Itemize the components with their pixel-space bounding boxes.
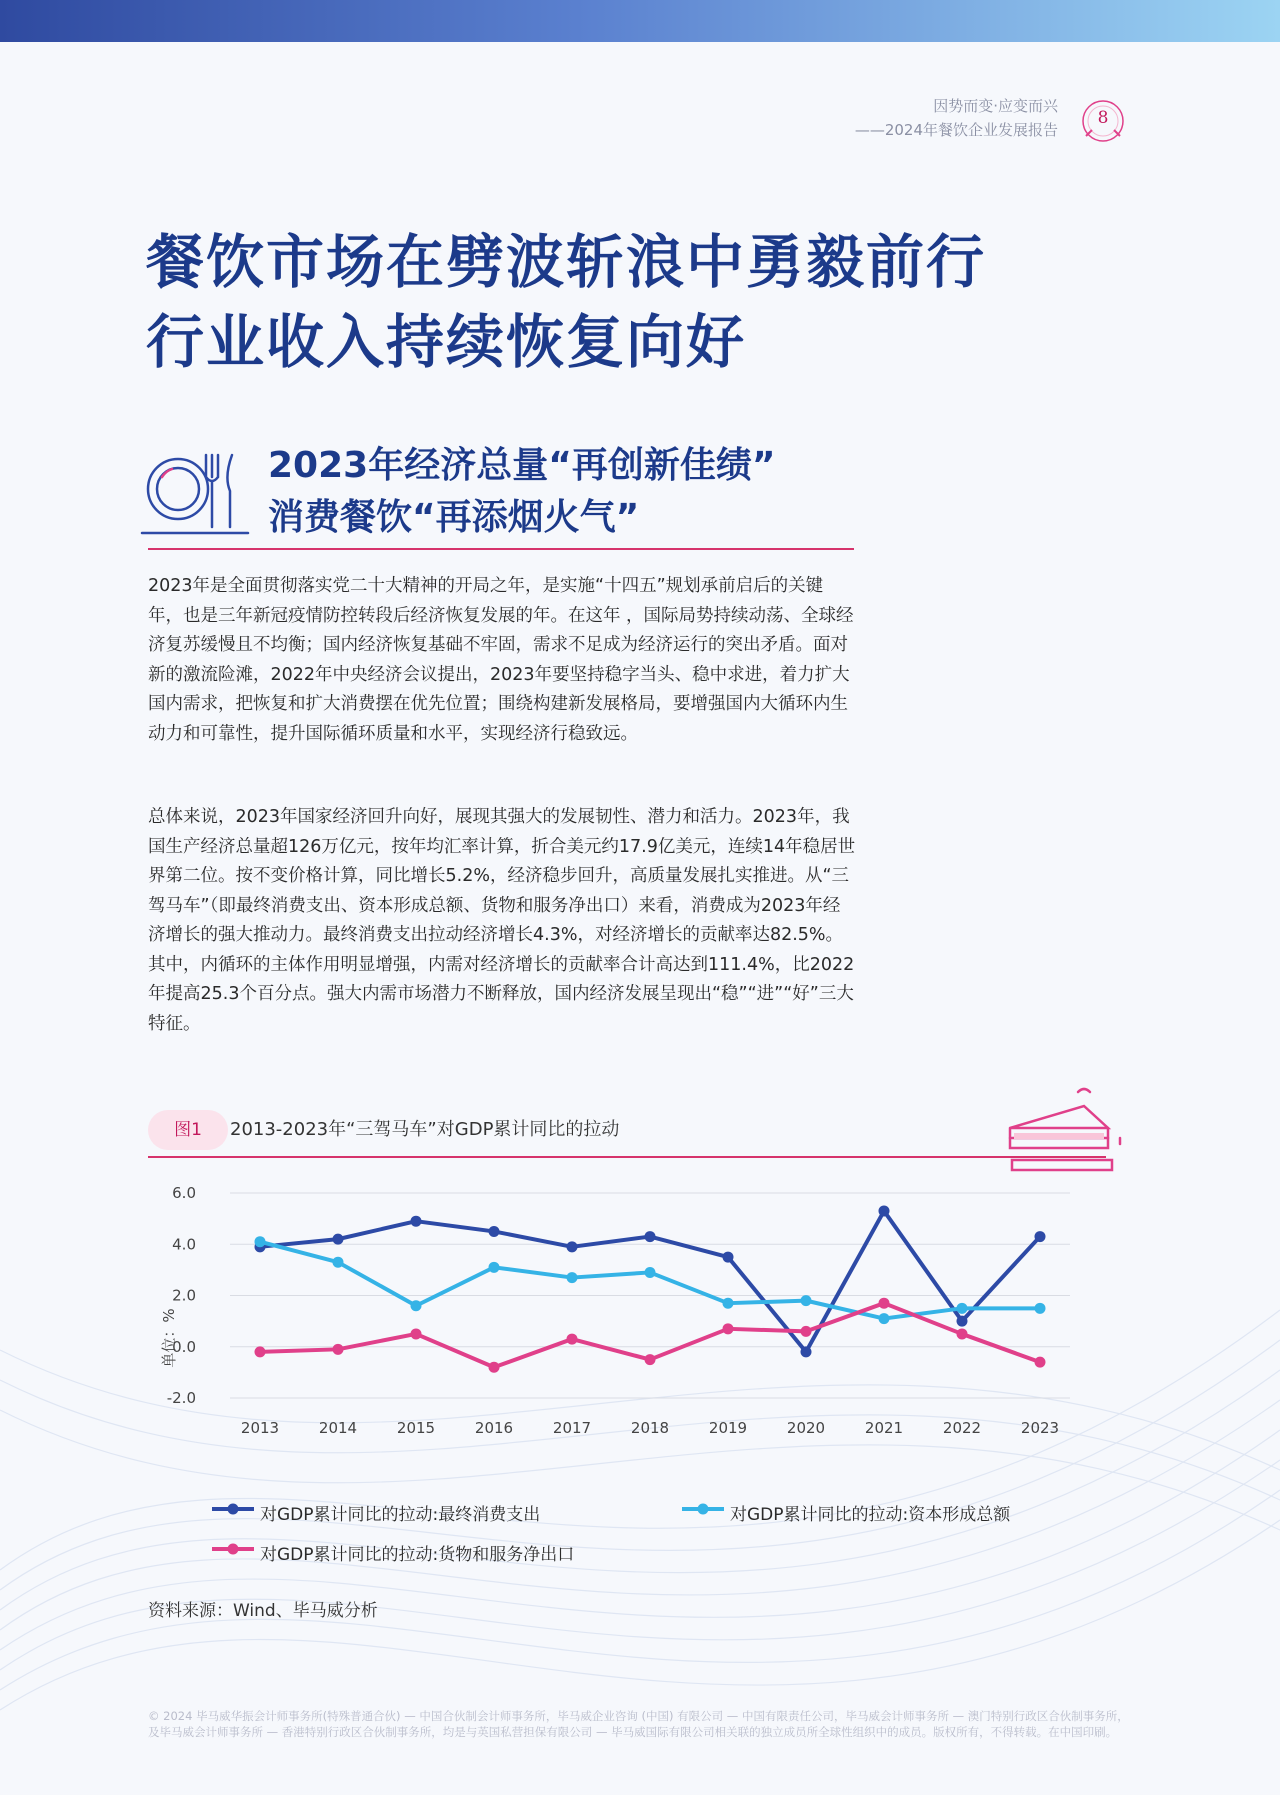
data-point-1-8 — [879, 1313, 890, 1324]
data-point-1-0 — [255, 1236, 266, 1247]
x-tick-label: 2017 — [552, 1419, 592, 1437]
data-point-0-3 — [489, 1226, 500, 1237]
y-tick-label: 4.0 — [172, 1235, 196, 1254]
plate-fork-knife-icon — [140, 447, 250, 537]
page-title — [146, 222, 986, 382]
legend-label-net-exports: 对GDP累计同比的拉动:货物和服务净出口 — [260, 1545, 575, 1565]
data-point-1-9 — [957, 1303, 968, 1314]
x-tick-label: 2013 — [240, 1419, 280, 1437]
x-tick-label: 2018 — [630, 1419, 670, 1437]
data-point-2-7 — [801, 1326, 812, 1337]
x-tick-label: 2021 — [864, 1419, 904, 1437]
data-point-2-3 — [489, 1362, 500, 1373]
legend-label-capital: 对GDP累计同比的拉动:资本形成总额 — [730, 1505, 1011, 1525]
legend-marker-consumption — [210, 1500, 256, 1518]
title-line-2: 行业收入持续恢复向好 — [146, 308, 747, 376]
y-tick-label: 0.0 — [172, 1337, 196, 1356]
data-point-0-9 — [957, 1316, 968, 1327]
x-tick-label: 2016 — [474, 1419, 514, 1437]
data-point-2-4 — [567, 1334, 578, 1345]
series-line-1 — [260, 1242, 1040, 1319]
x-tick-label: 2022 — [942, 1419, 982, 1437]
data-point-2-6 — [723, 1323, 734, 1334]
data-point-2-1 — [333, 1344, 344, 1355]
figure-header — [148, 1110, 1106, 1158]
figure-source: 资料来源：Wind、毕马威分析 — [148, 1601, 378, 1621]
header-line-2: ——2024年餐饮企业发展报告 — [854, 121, 1058, 139]
data-point-1-3 — [489, 1262, 500, 1273]
copyright-footer: © 2024 毕马威华振会计师事务所(特殊普通合伙) — 中国合伙制会计师事务所，毕马威企业咨询 (中国) 有限公司 — 中国有限责任公司，毕马威会计师事务所 — 澳门特别行政区合伙制事务所，及毕马威会计师事务所 — 香港特别行政区合伙制事务所，均是与英国私营担保有限公司 — 毕马威国际有限公司相关联的独立成员所全球性组织中的成员。版权所有，不得转载。在中国印刷。 — [148, 1709, 1129, 1739]
x-tick-label: 2019 — [708, 1419, 748, 1437]
header-line-1: 因势而变·应变而兴 — [933, 97, 1058, 115]
legend-marker-capital — [680, 1500, 726, 1518]
data-point-0-2 — [411, 1216, 422, 1227]
cake-slice-icon — [1004, 1078, 1124, 1178]
legend-label-consumption: 对GDP累计同比的拉动:最终消费支出 — [260, 1505, 541, 1525]
page-number: 8 — [1097, 108, 1109, 128]
figure-label: 图1 — [148, 1110, 228, 1150]
data-point-2-5 — [645, 1354, 656, 1365]
data-point-0-1 — [333, 1234, 344, 1245]
y-axis-label: 单位：% — [160, 1308, 178, 1368]
figure-title: 2013-2023年“三驾马车”对GDP累计同比的拉动 — [230, 1119, 620, 1140]
data-point-1-5 — [645, 1267, 656, 1278]
title-line-1: 餐饮市场在劈波斩浪中勇毅前行 — [146, 228, 987, 296]
data-point-2-0 — [255, 1346, 266, 1357]
chart-legend — [210, 1500, 1110, 1580]
data-point-1-10 — [1035, 1303, 1046, 1314]
data-point-1-4 — [567, 1272, 578, 1283]
x-tick-label: 2015 — [396, 1419, 436, 1437]
data-point-2-10 — [1035, 1357, 1046, 1368]
paragraph-1: 2023年是全面贯彻落实党二十大精神的开局之年，是实施“十四五”规划承前启后的关键年，也是三年新冠疫情防控转段后经济恢复发展的年。在这年 ，国际局势持续动荡、全球经济复苏缓慢且不均衡；国内经济恢复基础不牢固，需求不足成为经济运行的突出矛盾。面对新的激流险滩，2022年中央经济会议提出，2023年要坚持稳字当头、稳中求进，着力扩大国内需求，把恢复和扩大消费摆在优先位置；围绕构建新发展格局，要增强国内大循环内生动力和可靠性，提升国际循环质量和水平，实现经济行稳致远。 — [148, 576, 854, 744]
data-point-0-10 — [1035, 1231, 1046, 1242]
data-point-0-6 — [723, 1252, 734, 1263]
x-tick-label: 2014 — [318, 1419, 358, 1437]
data-point-0-5 — [645, 1231, 656, 1242]
data-point-1-1 — [333, 1257, 344, 1268]
report-header — [855, 94, 1058, 142]
data-point-1-7 — [801, 1295, 812, 1306]
section-title-line-1: 2023年经济总量“再创新佳绩” — [268, 445, 776, 486]
legend-marker-net-exports — [210, 1540, 256, 1558]
section-title — [268, 440, 776, 544]
y-tick-label: -2.0 — [166, 1389, 196, 1407]
data-point-0-8 — [879, 1205, 890, 1216]
data-point-0-7 — [801, 1346, 812, 1357]
data-point-1-2 — [411, 1300, 422, 1311]
x-tick-label: 2020 — [786, 1419, 826, 1437]
y-tick-label: 6.0 — [172, 1184, 196, 1202]
data-point-2-8 — [879, 1298, 890, 1309]
section-title-line-2: 消费餐饮“再添烟火气” — [268, 497, 640, 538]
section-divider — [148, 548, 854, 550]
paragraph-2: 总体来说，2023年国家经济回升向好，展现其强大的发展韧性、潜力和活力。2023年，我国生产经济总量超126万亿元，按年均汇率计算，折合美元约17.9亿美元，连续14年稳居世界第二位。按不变价格计算，同比增长5.2%，经济稳步回升，高质量发展扎实推进。从“三驾马车”（即最终消费支出、资本形成总额、货物和服务净出口）来看，消费成为2023年经济增长的强大推动力。最终消费支出拉动经济增长4.3%，对经济增长的贡献率达82.5%。其中，内循环的主体作用明显增强，内需对经济增长的贡献率合计高达到111.4%，比2022年提高25.3个百分点。强大内需市场潜力不断释放，国内经济发展呈现出“稳”“进”“好”三大特征。 — [148, 807, 856, 1034]
data-point-0-4 — [567, 1241, 578, 1252]
data-point-2-2 — [411, 1328, 422, 1339]
top-banner — [0, 0, 1280, 42]
y-tick-label: 2.0 — [172, 1286, 196, 1305]
x-tick-label: 2023 — [1020, 1419, 1060, 1437]
gdp-contribution-line-chart — [150, 1178, 1110, 1478]
data-point-2-9 — [957, 1328, 968, 1339]
figure-divider — [148, 1156, 1106, 1158]
data-point-1-6 — [723, 1298, 734, 1309]
